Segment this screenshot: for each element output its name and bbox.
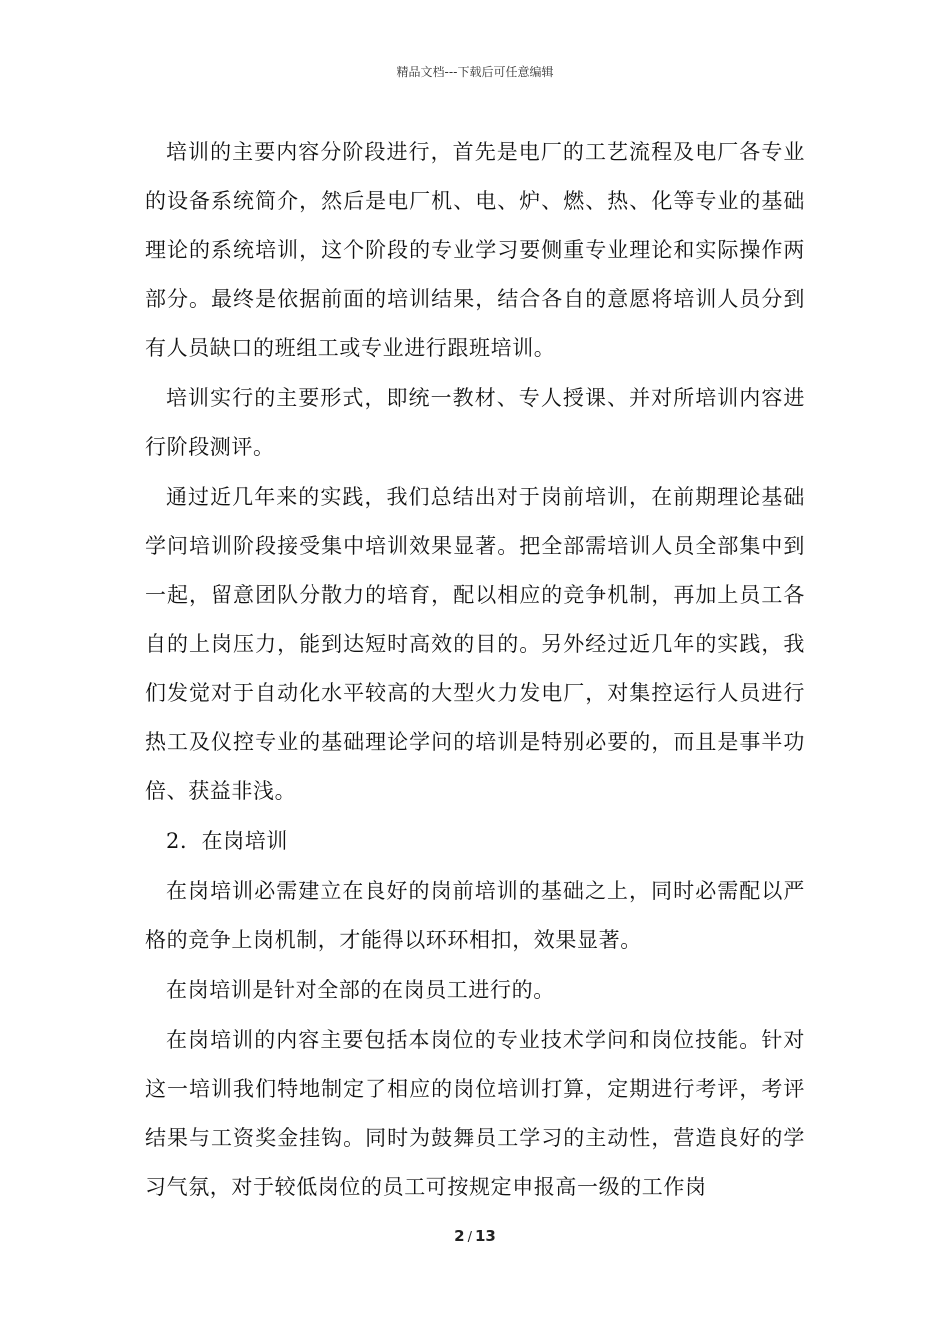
- section-heading-on-job-training: 2．在岗培训: [166, 829, 288, 853]
- paragraph-training-form: 培训实行的主要形式，即统一教材、专人授课、并对所培训内容进行阶段测评。: [145, 386, 805, 459]
- current-page-number: 2: [454, 1227, 465, 1245]
- paragraph-on-job-target: 在岗培训是针对全部的在岗员工进行的。: [166, 978, 555, 1002]
- document-body: [145, 128, 805, 1212]
- paragraph-on-job-foundation: 在岗培训必需建立在良好的岗前培训的基础之上，同时必需配以严格的竞争上岗机制，才能得以环环相扣，效果显著。: [145, 879, 805, 952]
- page-number: [0, 1226, 950, 1248]
- total-page-count: 13: [474, 1227, 496, 1245]
- paragraph-training-content: 培训的主要内容分阶段进行，首先是电厂的工艺流程及电厂各专业的设备系统简介，然后是电厂机、电、炉、燃、热、化等专业的基础理论的系统培训，这个阶段的专业学习要侧重专业理论和实际操作两部分。最终是依据前面的培训结果，结合各自的意愿将培训人员分到有人员缺口的班组工或专业进行跟班培训。: [145, 140, 805, 360]
- paragraph-on-job-content: 在岗培训的内容主要包括本岗位的专业技术学问和岗位技能。针对这一培训我们特地制定了相应的岗位培训打算，定期进行考评，考评结果与工资奖金挂钩。同时为鼓舞员工学习的主动性，营造良好的学习气氛，对于较低岗位的员工可按规定申报高一级的工作岗: [145, 1028, 805, 1199]
- paragraph-practice-summary: 通过近几年来的实践，我们总结出对于岗前培训，在前期理论基础学问培训阶段接受集中培训效果显著。把全部需培训人员全部集中到一起，留意团队分散力的培育，配以相应的竞争机制，再加上员工各自的上岗压力，能到达短时高效的目的。另外经过近几年的实践，我们发觉对于自动化水平较高的大型火力发电厂，对集控运行人员进行热工及仪控专业的基础理论学问的培训是特别必要的，而且是事半功倍、获益非浅。: [145, 485, 805, 803]
- page-separator: /: [467, 1230, 472, 1245]
- page-header: 精品文档---下载后可任意编辑: [396, 65, 554, 79]
